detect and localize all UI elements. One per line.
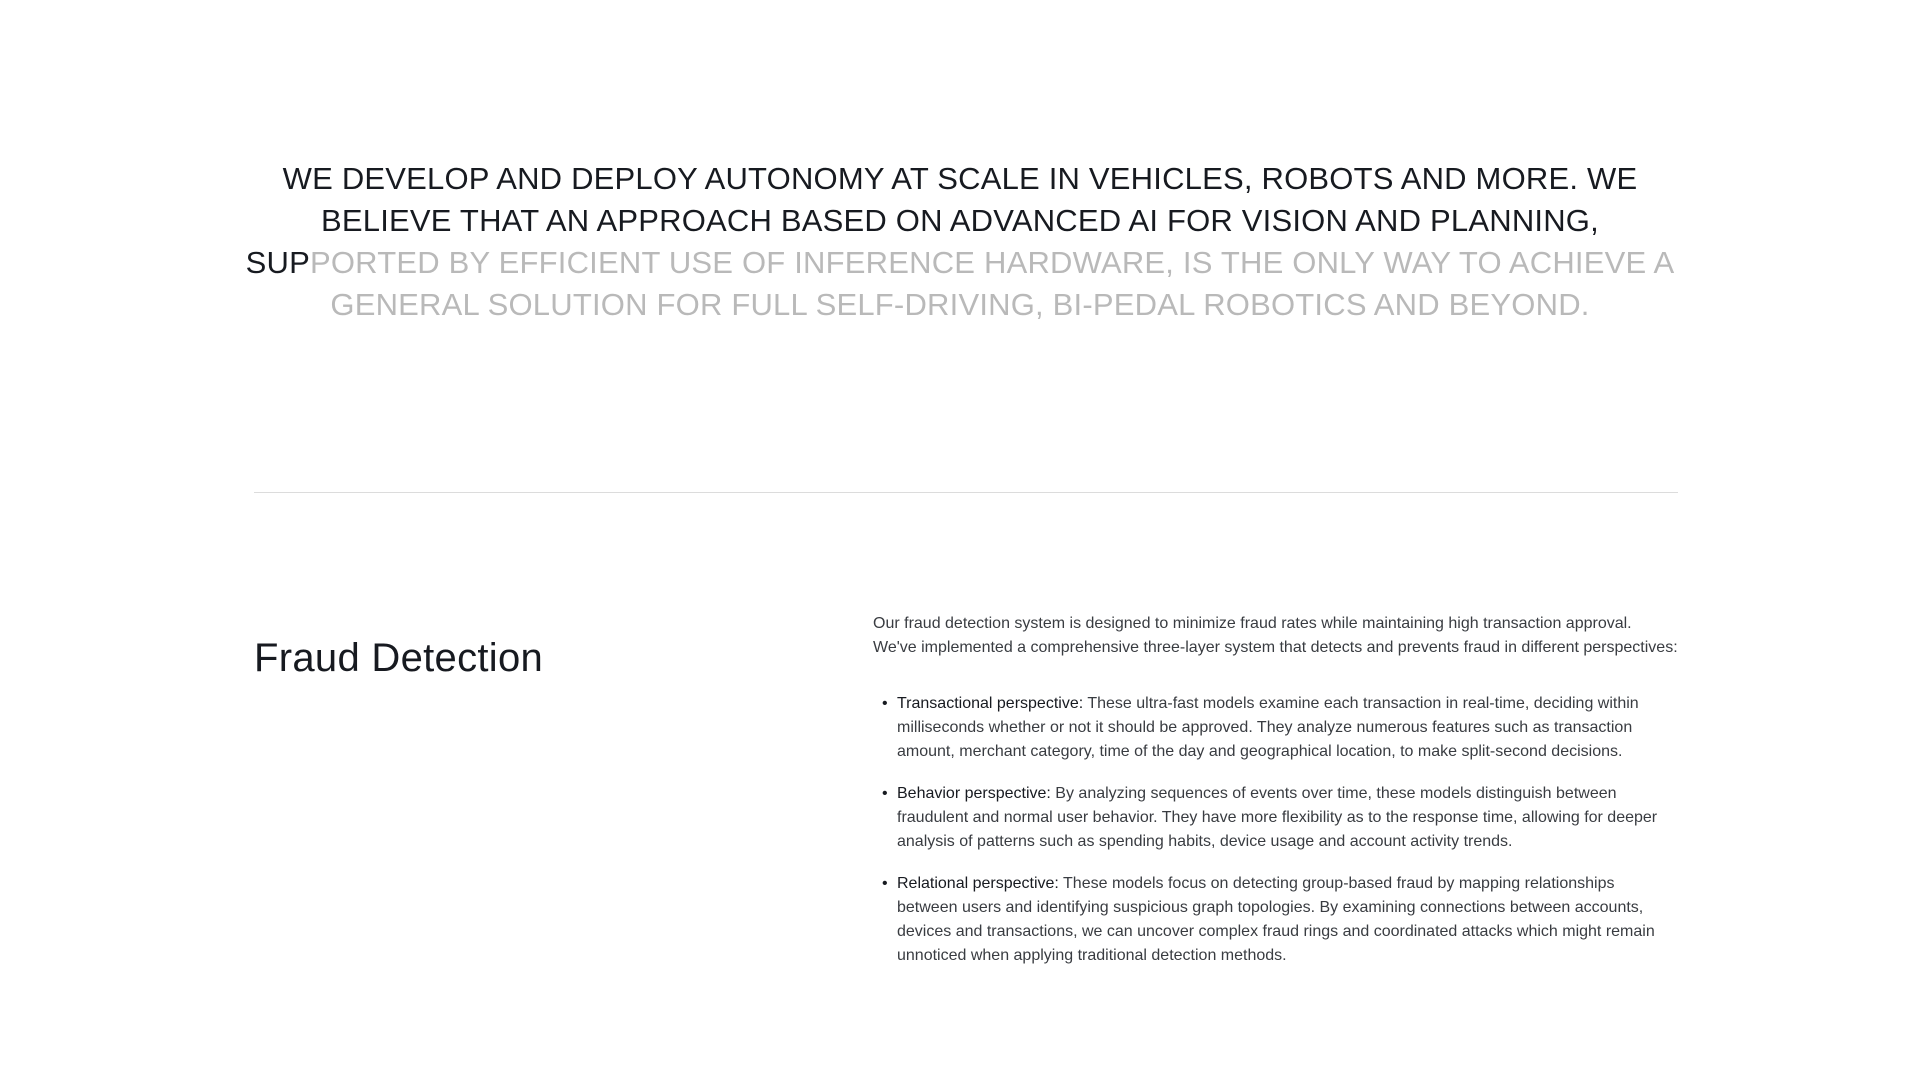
mission-text-pending: PORTED BY EFFICIENT USE OF INFERENCE HARDWARE, IS THE ONLY WAY TO ACHIEVE A GENERAL SOLUTION FOR FULL SELF-DRIVING, BI-PEDAL ROBOTICS AND BEYOND. xyxy=(309,245,1675,322)
mission-statement xyxy=(240,158,1680,326)
mission-text-revealed: WE DEVELOP AND DEPLOY AUTONOMY AT SCALE IN VEHICLES, ROBOTS AND MORE. WE BELIEVE THAT AN APPROACH BASED ON ADVANCED AI FOR VISION AND PLANNING, SUP xyxy=(245,161,1638,280)
list-item xyxy=(882,872,1679,968)
list-item xyxy=(882,692,1679,764)
bullet-icon: • xyxy=(882,875,888,892)
list-item-term: Behavior perspective: xyxy=(897,785,1051,802)
section-content xyxy=(873,612,1679,986)
bullet-icon: • xyxy=(882,785,888,802)
list-item-text: These ultra-fast models examine each transaction in real-time, deciding within milliseconds whether or not it should be approved. They analyze numerous features such as transaction amount, merchant category, time of the day and geographical location, to make split-second decisions. xyxy=(897,695,1639,760)
section-title: Fraud Detection xyxy=(254,636,544,680)
section-intro: Our fraud detection system is designed to minimize fraud rates while maintaining high transaction approval. We've implemented a comprehensive three-layer system that detects and prevents fraud in different perspectives: xyxy=(873,615,1678,656)
list-item-text: By analyzing sequences of events over time, these models distinguish between fraudulent and normal user behavior. They have more flexibility as to the response time, allowing for deeper analysis of patterns such as spending habits, device usage and account activity trends. xyxy=(897,785,1658,850)
list-item-text: These models focus on detecting group-based fraud by mapping relationships between users and identifying suspicious graph topologies. By examining connections between accounts, devices and transactions, we can uncover complex fraud rings and coordinated attacks which might remain unnoticed when applying traditional detection methods. xyxy=(897,875,1655,964)
perspective-list xyxy=(873,692,1679,968)
list-item xyxy=(882,782,1679,854)
bullet-icon: • xyxy=(882,695,888,712)
section-divider xyxy=(254,492,1678,493)
list-item-term: Transactional perspective: xyxy=(897,695,1084,712)
list-item-term: Relational perspective: xyxy=(897,875,1059,892)
